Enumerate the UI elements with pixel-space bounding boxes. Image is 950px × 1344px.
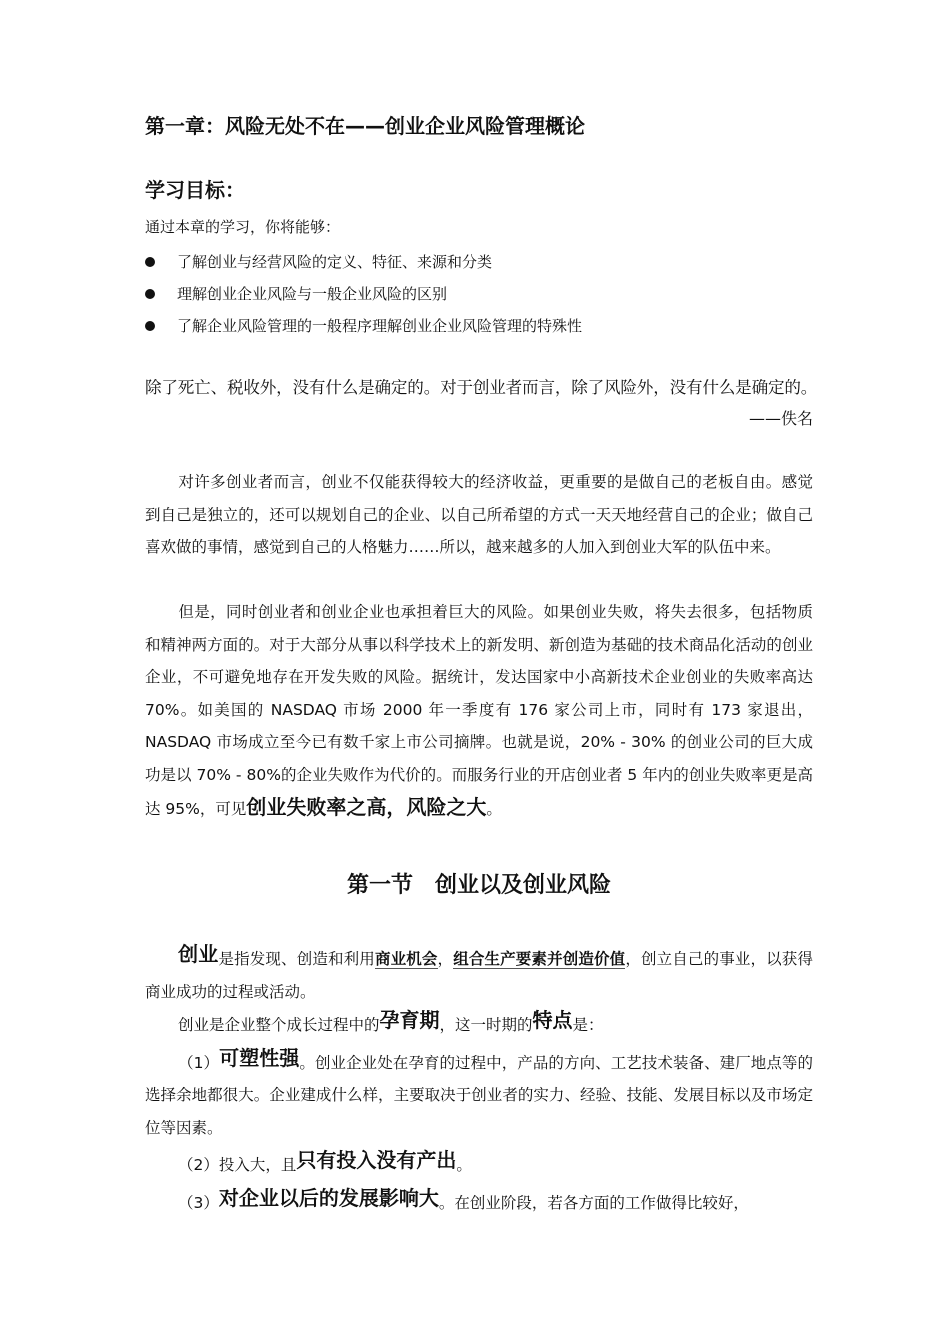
epigraph-quote: 除了死亡、税收外，没有什么是确定的。对于创业者而言，除了风险外，没有什么是确定的。	[145, 378, 818, 397]
chapter-title: 第一章：风险无处不在——创业企业风险管理概论	[145, 114, 585, 138]
bullet-icon	[145, 321, 155, 331]
definition-separator: ，	[437, 950, 454, 968]
objectives-intro: 通过本章的学习，你将能够：	[145, 218, 341, 236]
keyword-opportunity: 商业机会	[374, 950, 438, 968]
stage-term-incubation: 孕育期	[379, 1008, 440, 1032]
point-text: 。	[456, 1156, 472, 1174]
stage-term-features: 特点	[532, 1008, 573, 1032]
definition-text-2: ，创立自己的事业，以获得商业成功的过程或活动。	[145, 950, 813, 1001]
stage-paragraph	[145, 1004, 813, 1219]
epigraph-author: ——佚名	[748, 409, 813, 428]
bullet-icon	[145, 289, 155, 299]
objectives-heading: 学习目标：	[145, 178, 245, 202]
paragraph-intro	[145, 466, 813, 564]
risk-emphasis: 创业失败率之高，风险之大	[246, 795, 487, 819]
point-number: （3）	[178, 1193, 219, 1212]
paragraph-risk-text: 但是，同时创业者和创业企业也承担着巨大的风险。如果创业失败，将失去很多，包括物质和精神两方面的。对于大部分从事以科学技术上的新发明、新创造为基础的技术商品化活动的创业企业，不可避免地存在开发失败的风险。据统计，发达国家中小高新技术企业创业的失败率高达 70%。如美国的 NASDAQ 市场 2000 年一季度有 176 家公司上市，同时有 173 家退出，NASDAQ 市场成立至今已有数千家上市公司摘牌。也就是说，20% - 30% 的创业公司的巨大成功是以 70% - 80%的企业失败作为代价的。而服务行业的开店创业者 5 年内的创业失败率更是高达 95%，可见	[145, 603, 813, 818]
point-text: 。创业企业处在孕育的过程中，产品的方向、工艺技术装备、建厂地点等的选择余地都很大。企业建成什么样，主要取决于创业者的实力、经验、技能、发展目标以及市场定位等因素。	[145, 1053, 813, 1137]
point-number: （2）	[178, 1156, 219, 1174]
definition-term: 创业	[178, 942, 219, 966]
point-number: （1）	[178, 1053, 220, 1072]
point-key: 只有投入没有产出	[296, 1148, 457, 1172]
stage-text-1: 创业是企业整个成长过程中的	[178, 1016, 380, 1034]
objective-text: 了解企业风险管理的一般程序理解创业企业风险管理的特殊性	[177, 317, 583, 335]
stage-text-3: 是：	[572, 1016, 604, 1034]
definition-text-1: 是指发现、创造和利用	[218, 950, 375, 968]
section-title: 第一节 创业以及创业风险	[346, 873, 611, 898]
objective-item	[145, 310, 582, 342]
keyword-value-creation: 组合生产要素并创造价值	[453, 950, 626, 968]
point-pre: 投入大，且	[218, 1156, 297, 1174]
objective-item	[145, 278, 582, 310]
paragraph-risk	[145, 596, 813, 826]
objective-text: 了解创业与经营风险的定义、特征、来源和分类	[177, 253, 493, 271]
point-text: 。在创业阶段，若各方面的工作做得比较好，	[438, 1193, 749, 1212]
stage-text-2: ，这一时期的	[439, 1016, 533, 1034]
paragraph-intro-text: 对许多创业者而言，创业不仅能获得较大的经济收益，更重要的是做自己的老板自由。感觉到自己是独立的，还可以规划自己的企业、以自己所希望的方式一天天地经营自己的企业；做自己喜欢做的事情，感觉到自己的人格魅力……所以，越来越多的人加入到创业大军的队伍中来。	[145, 473, 813, 556]
objectives-list	[145, 246, 582, 342]
definition-paragraph	[145, 938, 813, 1008]
point-key: 可塑性强	[219, 1045, 300, 1070]
bullet-icon	[145, 257, 155, 267]
objective-text: 理解创业企业风险与一般企业风险的区别	[177, 285, 448, 303]
point-key: 对企业以后的发展影响大	[218, 1185, 439, 1210]
paragraph-risk-end: 。	[486, 800, 502, 818]
objective-item	[145, 246, 582, 278]
